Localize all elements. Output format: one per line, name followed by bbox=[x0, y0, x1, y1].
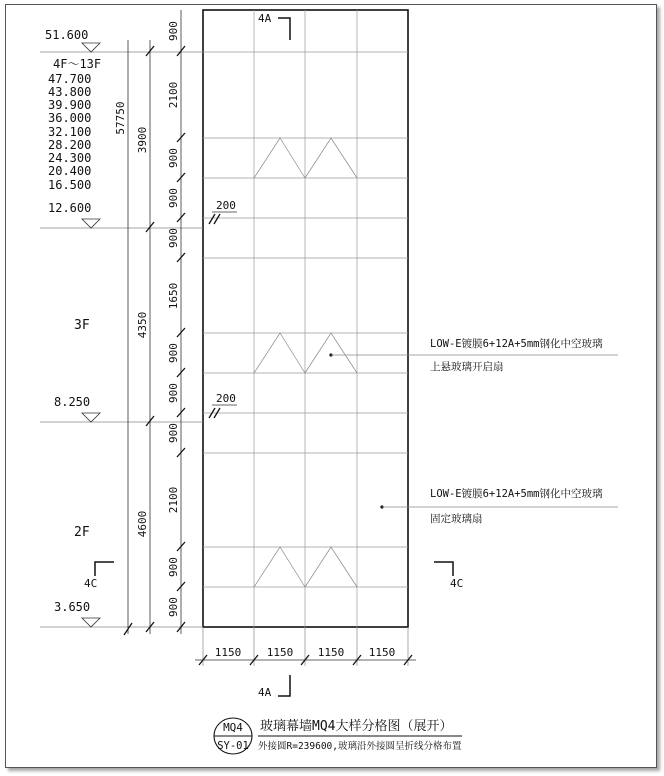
dim-mid: 4350 bbox=[136, 311, 149, 339]
glass-type-label: LOW-E镀膜6+12A+5mm钢化中空玻璃 bbox=[430, 488, 603, 500]
floor-label-2f: 2F bbox=[74, 525, 90, 540]
small-dimension-200-b bbox=[209, 392, 237, 418]
title-block bbox=[214, 718, 462, 754]
elevation-bottom: 3.650 bbox=[54, 600, 91, 614]
horizontal-dim: 1150 bbox=[266, 646, 294, 659]
horizontal-dim: 1150 bbox=[317, 646, 345, 659]
panel-dim: 2100 bbox=[167, 486, 180, 514]
small-dim-text: 200 bbox=[216, 199, 236, 212]
dim-total: 57750 bbox=[114, 101, 127, 135]
panel-dim: 900 bbox=[167, 383, 180, 403]
horizontal-dim: 1150 bbox=[214, 646, 242, 659]
horizontal-transoms bbox=[203, 52, 408, 587]
elevation-item: 24.300 bbox=[48, 151, 92, 165]
section-mark-text: 4A bbox=[258, 12, 272, 25]
section-mark-text: 4C bbox=[450, 577, 464, 590]
elevation-item: 32.100 bbox=[48, 125, 92, 139]
curtain-wall-outline bbox=[203, 10, 408, 627]
annotation-fixed-sash bbox=[380, 487, 618, 525]
panel-dim: 1650 bbox=[167, 282, 180, 310]
section-mark-left bbox=[84, 562, 114, 590]
title-text: 玻璃幕墙MQ4大样分格图（展开） bbox=[260, 719, 453, 734]
panel-dimensions bbox=[167, 21, 180, 617]
elevation-list bbox=[48, 72, 91, 215]
elevation-item: 36.000 bbox=[48, 111, 92, 125]
panel-dim: 900 bbox=[167, 597, 180, 617]
panel-dim: 900 bbox=[167, 228, 180, 248]
opening-sash-markers bbox=[254, 138, 357, 587]
elevation-item: 39.900 bbox=[48, 98, 92, 112]
elevation-item: 47.700 bbox=[48, 72, 92, 86]
glass-type-label: LOW-E镀膜6+12A+5mm钢化中空玻璃 bbox=[430, 338, 603, 350]
small-dimension-200-a bbox=[209, 199, 237, 224]
vertical-mullions bbox=[254, 10, 357, 627]
dim-upper: 3900 bbox=[136, 126, 149, 154]
title-sheet: SY-01 bbox=[217, 740, 249, 752]
small-dim-text: 200 bbox=[216, 392, 236, 405]
elevation-mid: 8.250 bbox=[54, 395, 91, 409]
floor-label-3f: 3F bbox=[74, 318, 90, 333]
title-code: MQ4 bbox=[223, 721, 243, 734]
panel-dim: 900 bbox=[167, 423, 180, 443]
panel-dim: 900 bbox=[167, 21, 180, 41]
panel-dim: 900 bbox=[167, 343, 180, 363]
elevation-item: 28.200 bbox=[48, 138, 92, 152]
dim-lower: 4600 bbox=[136, 510, 149, 538]
annotation-open-sash bbox=[329, 337, 618, 373]
fixed-sash-label: 固定玻璃扇 bbox=[430, 513, 483, 525]
horizontal-dim: 1150 bbox=[368, 646, 396, 659]
panel-dim: 2100 bbox=[167, 81, 180, 109]
title-note: 外接圆R=239600,玻璃沿外接圆呈折线分格布置 bbox=[258, 741, 462, 752]
elevation-top: 51.600 bbox=[45, 28, 89, 42]
section-mark-bottom bbox=[258, 675, 290, 699]
panel-dim: 900 bbox=[167, 557, 180, 577]
open-sash-label: 上悬玻璃开启扇 bbox=[430, 361, 504, 373]
elevation-item: 43.800 bbox=[48, 85, 92, 99]
panel-dim: 900 bbox=[167, 188, 180, 208]
elevation-item: 12.600 bbox=[48, 201, 92, 215]
elevation-item: 16.500 bbox=[48, 178, 92, 192]
section-mark-text: 4A bbox=[258, 686, 272, 699]
floors-range-label: 4F～13F bbox=[53, 57, 102, 71]
section-mark-text: 4C bbox=[84, 577, 98, 590]
panel-dim: 900 bbox=[167, 148, 180, 168]
section-mark-top bbox=[258, 12, 290, 40]
elevation-item: 20.400 bbox=[48, 164, 92, 178]
section-mark-right bbox=[434, 562, 463, 590]
